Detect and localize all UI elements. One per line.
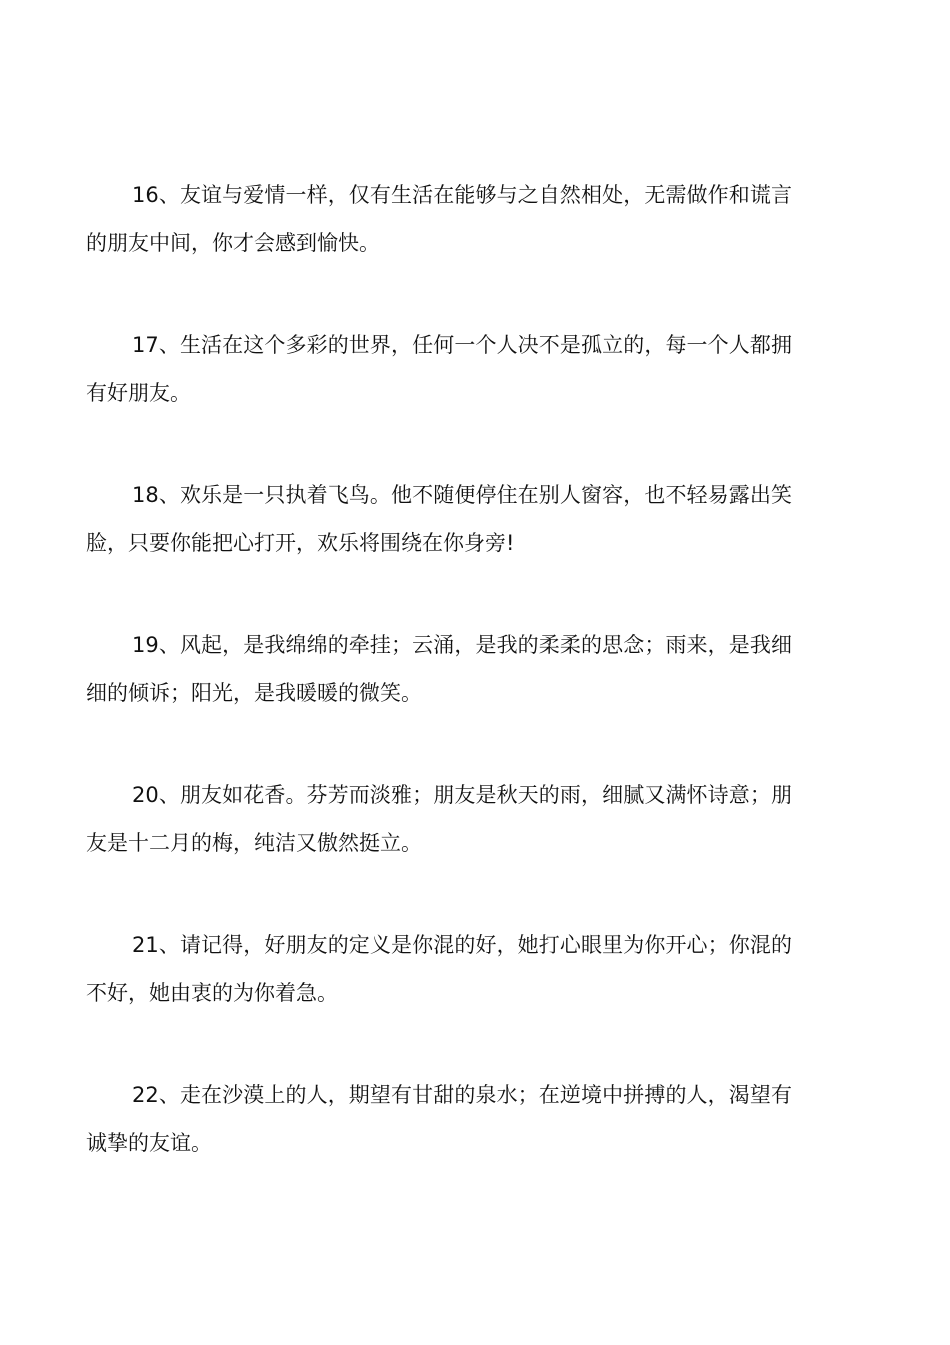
quote-paragraph-18: 18、欢乐是一只执着飞鸟。他不随便停住在别人窗容，也不轻易露出笑脸，只要你能把心打开，欢乐将围绕在你身旁! (86, 483, 792, 555)
quote-paragraph-21: 21、请记得，好朋友的定义是你混的好，她打心眼里为你开心；你混的不好，她由衷的为你着急。 (86, 933, 792, 1005)
quote-paragraph-17: 17、生活在这个多彩的世界，任何一个人决不是孤立的，每一个人都拥有好朋友。 (86, 333, 792, 405)
quote-paragraph-19: 19、风起，是我绵绵的牵挂；云涌，是我的柔柔的思念；雨来，是我细细的倾诉；阳光，是我暖暖的微笑。 (86, 633, 792, 705)
quote-paragraph-16: 16、友谊与爱情一样，仅有生活在能够与之自然相处，无需做作和谎言的朋友中间，你才会感到愉快。 (86, 183, 792, 255)
quote-paragraph-22: 22、走在沙漠上的人，期望有甘甜的泉水；在逆境中拼搏的人，渴望有诚挚的友谊。 (86, 1083, 792, 1155)
quote-paragraph-20: 20、朋友如花香。芬芳而淡雅；朋友是秋天的雨，细腻又满怀诗意；朋友是十二月的梅，纯洁又傲然挺立。 (86, 783, 792, 855)
